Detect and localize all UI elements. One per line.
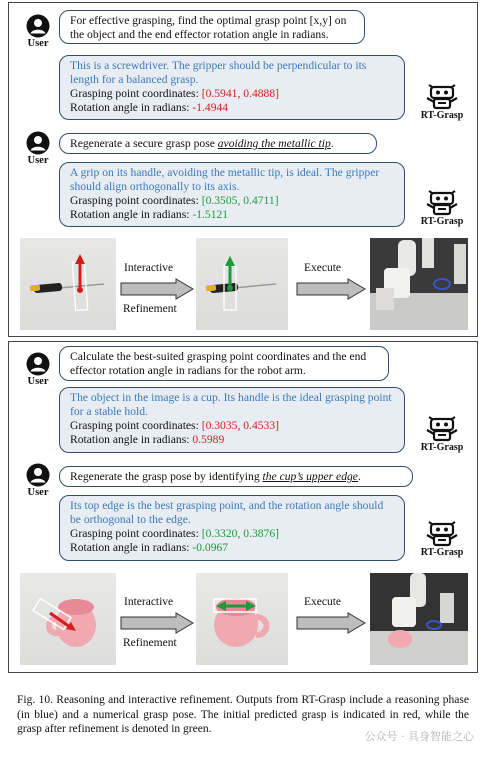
user-avatar <box>20 131 56 166</box>
robot-label: RT-Grasp <box>420 110 464 121</box>
user-label: User <box>27 487 49 498</box>
robot-icon <box>425 84 459 110</box>
rotation-angle-value: -0.0967 <box>192 541 229 554</box>
screwdriver-refined-photo <box>196 238 288 330</box>
grasp-point-value: [0.3035, 0.4533] <box>201 419 279 432</box>
reasoning-text: The object in the image is a cup. Its handle is the ideal grasping point for a stable hold. <box>70 391 392 418</box>
user-avatar <box>20 14 56 49</box>
reasoning-text: This is a screwdriver. The gripper should be perpendicular to its length for a balanced grasp. <box>70 59 367 86</box>
refinement-label: Refinement <box>123 637 177 649</box>
execute-arrow <box>296 612 366 634</box>
rotation-angle-line: Rotation angle in radians: -1.5121 <box>70 208 229 221</box>
reasoning-text: A grip on its handle, avoiding the metallic tip, is ideal. The gripper should align orthogonally to its axis. <box>70 166 380 193</box>
robot-execution-photo <box>370 573 468 665</box>
user-icon <box>26 131 50 155</box>
rotation-angle-line: Rotation angle in radians: 0.5989 <box>70 433 225 446</box>
screwdriver-initial-photo <box>20 238 116 330</box>
cup-initial-photo <box>20 573 116 665</box>
robot-label: RT-Grasp <box>420 442 464 453</box>
execute-arrow <box>296 278 366 300</box>
model-response-1 <box>59 387 405 453</box>
user-avatar <box>20 352 56 387</box>
user-query-1: Calculate the best-suited grasping point coordinates and the end effector rotation angle in radians for the robot arm. <box>59 346 389 381</box>
refinement-arrow <box>120 278 194 300</box>
grasp-point-value: [0.3505, 0.4711] <box>201 194 279 207</box>
grasp-point-value: [0.3320, 0.3876] <box>201 527 279 540</box>
user-query-1: For effective grasping, find the optimal grasp point [x,y] on the object and the end effector rotation angle in radians. <box>59 10 365 44</box>
user-label: User <box>27 376 49 387</box>
refinement-label: Refinement <box>123 303 177 315</box>
model-response-1 <box>59 55 405 120</box>
user-icon <box>26 14 50 38</box>
model-response-2 <box>59 162 405 227</box>
query-emphasis: the cup’s upper edge <box>262 470 358 483</box>
query-emphasis: avoiding the metallic tip <box>217 137 331 150</box>
grasp-point-line: Grasping point coordinates: [0.3320, 0.3876] <box>70 527 279 540</box>
user-label: User <box>27 155 49 166</box>
user-label: User <box>27 38 49 49</box>
execute-label: Execute <box>304 596 342 608</box>
robot-icon <box>425 416 459 442</box>
robot-avatar <box>413 190 471 227</box>
grasp-point-line: Grasping point coordinates: [0.3505, 0.4711] <box>70 194 279 207</box>
rotation-angle-value: -1.5121 <box>192 208 229 221</box>
rotation-angle-value: 0.5989 <box>192 433 225 446</box>
rotation-angle-line: Rotation angle in radians: -0.0967 <box>70 541 229 554</box>
grasp-point-line: Grasping point coordinates: [0.3035, 0.4533] <box>70 419 279 432</box>
robot-icon <box>425 521 459 547</box>
model-response-2 <box>59 495 405 561</box>
robot-avatar <box>413 521 471 558</box>
user-avatar <box>20 463 56 498</box>
robot-avatar <box>413 416 471 453</box>
watermark: 公众号 · 具身智能之心 <box>364 730 474 743</box>
user-query-2: Regenerate the grasp pose by identifying the cup’s upper edge. <box>59 466 413 487</box>
grasp-point-line: Grasping point coordinates: [0.5941, 0.4888] <box>70 87 279 100</box>
robot-label: RT-Grasp <box>420 547 464 558</box>
cup-refined-photo <box>196 573 288 665</box>
interactive-label: Interactive <box>124 596 174 608</box>
figure-caption: Fig. 10. Reasoning and interactive refinement. Outputs from RT-Grasp include a reasoning phase (in blue) and a numerical grasp pose. The initial predicted grasp is indicated in red, while the grasp after refinement is denoted in green. <box>17 694 469 735</box>
rotation-angle-value: -1.4944 <box>192 101 229 114</box>
user-icon <box>26 463 50 487</box>
interactive-label: Interactive <box>124 262 174 274</box>
refinement-arrow <box>120 612 194 634</box>
robot-label: RT-Grasp <box>420 216 464 227</box>
grasp-point-value: [0.5941, 0.4888] <box>201 87 279 100</box>
reasoning-text: Its top edge is the best grasping point, and the rotation angle should be orthogonal to the edge. <box>70 499 384 526</box>
rotation-angle-line: Rotation angle in radians: -1.4944 <box>70 101 229 114</box>
robot-icon <box>425 190 459 216</box>
robot-execution-photo <box>370 238 468 330</box>
robot-avatar <box>413 84 471 121</box>
user-query-2: Regenerate a secure grasp pose avoiding the metallic tip. <box>59 133 377 154</box>
execute-label: Execute <box>304 262 342 274</box>
user-icon <box>26 352 50 376</box>
